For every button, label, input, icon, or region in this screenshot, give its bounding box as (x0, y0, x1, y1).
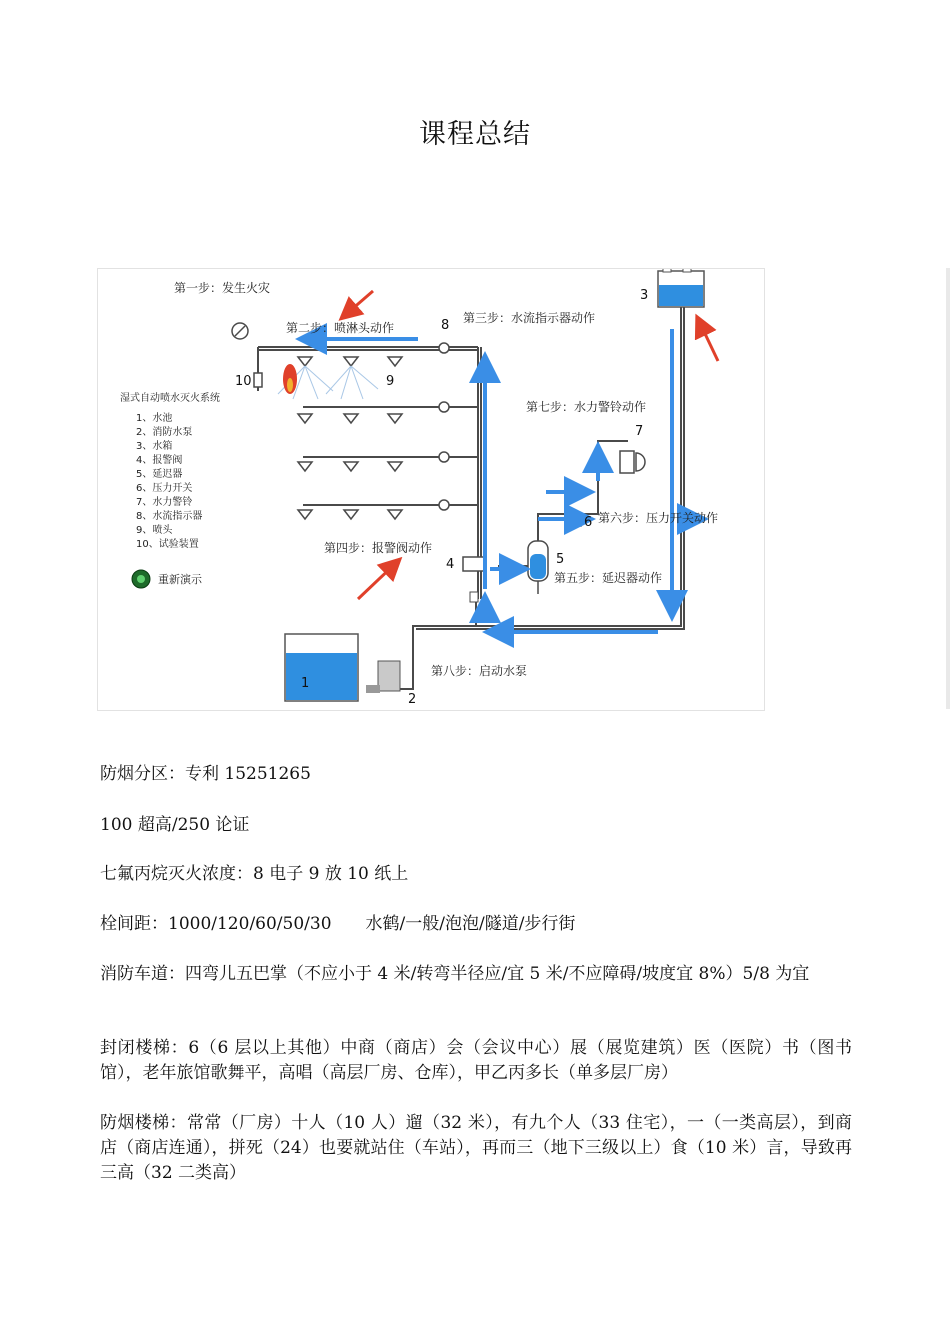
step-5-label: 第五步：延迟器动作 (554, 571, 663, 585)
paragraph-hfc-concentration: 七氟丙烷灭火浓度：8 电子 9 放 10 纸上 (100, 864, 409, 884)
number-label-9: 9 (386, 374, 395, 389)
paragraph-fire-lane: 消防车道：四弯儿五巴掌（不应小于 4 米/转弯半径应/宜 5 米/不应障碍/坡度宜 8%）5/8 为宜 (100, 964, 810, 984)
step-6-label: 第六步：压力开关动作 (598, 511, 719, 525)
paragraph-height-limit: 100 超高/250 论证 (100, 815, 250, 835)
legend-item: 7、水力警铃 (136, 497, 193, 508)
sprinkler-system-diagram (97, 268, 765, 711)
page-title: 课程总结 (419, 119, 531, 150)
number-label-10: 10 (235, 374, 252, 389)
water-pool (285, 634, 358, 701)
legend-item: 4、报警阀 (136, 455, 183, 466)
number-label-6: 6 (584, 515, 593, 530)
step-1-label: 第一步：发生火灾 (174, 281, 271, 295)
paragraph-smokeproof-stairs: 防烟楼梯：常常（厂房）十人（10 人）遛（32 米），有九个人（33 住宅），一（一类高层），到商店（商店连通），拼死（24）也要就站住（车站），再而三（地下三级以上）食（10 米）言，导致再三高（32 二类高） (100, 1113, 852, 1183)
fire-icon (283, 364, 297, 394)
water-motor-gong (620, 451, 645, 473)
legend-item: 6、压力开关 (136, 483, 193, 494)
legend-title: 湿式自动喷水灭火系统 (120, 393, 220, 404)
step-3-label: 第三步：水流指示器动作 (463, 311, 596, 325)
number-label-5: 5 (556, 552, 565, 567)
replay-label: 重新演示 (158, 573, 202, 586)
legend-item: 3、水箱 (136, 441, 173, 452)
legend-item: 5、延迟器 (136, 469, 183, 480)
step-2-label: 第二步：喷淋头动作 (286, 321, 395, 335)
step-8-label: 第八步：启动水泵 (431, 664, 528, 678)
legend-item: 10、试验装置 (136, 539, 199, 550)
number-label-2: 2 (408, 692, 417, 707)
fire-pump (366, 661, 400, 693)
water-tank (658, 269, 704, 307)
paragraph-smoke-zone: 防烟分区：专利 15251265 (100, 764, 311, 784)
page-edge-mark (946, 268, 950, 709)
number-label-1: 1 (301, 676, 310, 691)
retard-chamber (528, 541, 548, 594)
number-label-4: 4 (446, 557, 455, 572)
number-label-8: 8 (441, 318, 450, 333)
step-4-label: 第四步：报警阀动作 (324, 541, 433, 555)
paragraph-hydrant-spacing: 栓间距：1000/120/60/50/30 水鹤/一般/泡泡/隧道/步行街 (100, 914, 576, 934)
paragraph-enclosed-stairs: 封闭楼梯：6（6 层以上其他）中商（商店）会（会议中心）展（展览建筑）医（医院）书（图书馆），老年旅馆歌舞平，高唱（高层厂房、仓库），甲乙丙多长（单多层厂房） (100, 1038, 852, 1083)
legend-item: 8、水流指示器 (136, 511, 203, 522)
flow-arrows (303, 329, 701, 632)
number-label-7: 7 (635, 424, 644, 439)
legend-item: 2、消防水泵 (136, 427, 193, 438)
replay-button[interactable] (132, 570, 203, 588)
sprinkler-heads (298, 343, 449, 519)
step-7-label: 第七步：水力警铃动作 (526, 400, 647, 414)
number-label-3: 3 (640, 288, 649, 303)
legend-item: 1、水池 (136, 413, 173, 424)
legend-item: 9、喷头 (136, 525, 173, 536)
